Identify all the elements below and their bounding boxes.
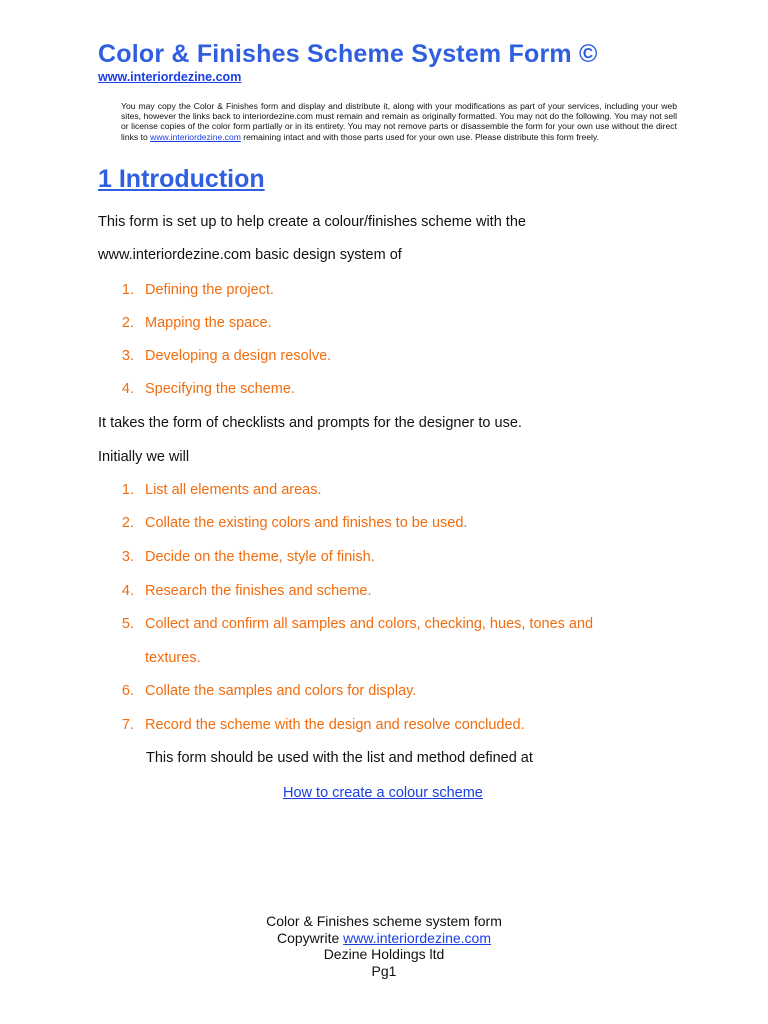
footer-copyright [0,930,768,947]
intro-line-1: This form is set up to help create a colour/finishes scheme with the [98,214,526,230]
checklist-line: It takes the form of checklists and prompts for the designer to use. [98,415,522,431]
initially-line: Initially we will [98,449,190,465]
list-text: Developing a design resolve. [145,348,332,364]
list-text: Collect and confirm all samples and colors, checking, hues, tones and [145,616,594,632]
list-number: 7. [121,717,134,733]
list-text: Collate the existing colors and finishes to be used. [145,515,468,531]
copyright-notice [121,101,677,142]
list-text: Record the scheme with the design and resolve concluded. [145,717,525,733]
list-text: Decide on the theme, style of finish. [145,549,375,565]
list-number: 4. [121,583,134,599]
intro-line-2: www.interiordezine.com basic design system of [98,247,402,263]
site-link[interactable]: www.interiordezine.com [98,70,242,84]
footer-company: Dezine Holdings ltd [323,946,445,962]
list-text: Research the finishes and scheme. [145,583,372,599]
list-number: 2. [121,315,134,331]
form-usage-line: This form should be used with the list and method defined at [146,750,533,766]
list-text: List all elements and areas. [145,482,322,498]
section-heading: 1 Introduction [98,165,265,193]
footer-site-link[interactable]: www.interiordezine.com [343,929,491,946]
list-number: 1. [121,282,134,298]
list-text: Specifying the scheme. [145,381,295,397]
howto-link[interactable]: How to create a colour scheme [283,785,483,801]
page-number: Pg1 [371,962,397,979]
notice-text-part2: remaining intact and with those parts used for your own use. Please distribute this form freely. [243,131,599,142]
document-title: Color & Finishes Scheme System Form © [98,40,598,68]
copyright-prefix: Copywrite [277,929,344,946]
list-number: 2. [121,515,134,531]
list-number: 6. [121,683,134,699]
list-number: 3. [121,348,134,364]
list-text: Collate the samples and colors for display. [145,683,417,699]
list-number: 4. [121,381,134,397]
list-text: Mapping the space. [145,315,272,331]
list-text: textures. [145,650,201,666]
footer-line-1: Color & Finishes scheme system form [266,913,502,929]
list-number: 1. [121,482,134,498]
list-number: 5. [121,616,134,632]
page-footer [0,913,768,979]
notice-text-part1: You may copy the Color & Finishes form and display and distribute it, along with your modifications as part of your services, including your web sites, however the links back to interiordezine.com must remain and remain as originally formatted. You may not do the following. You may not sell or license copies of the color form partially or in its entirety. You may not remove parts or disassemble the form for your own use without the direct links to [121,101,677,142]
notice-site-link[interactable]: www.interiordezine.com [150,131,241,142]
list-text: Defining the project. [145,282,274,298]
list-number: 3. [121,549,134,565]
